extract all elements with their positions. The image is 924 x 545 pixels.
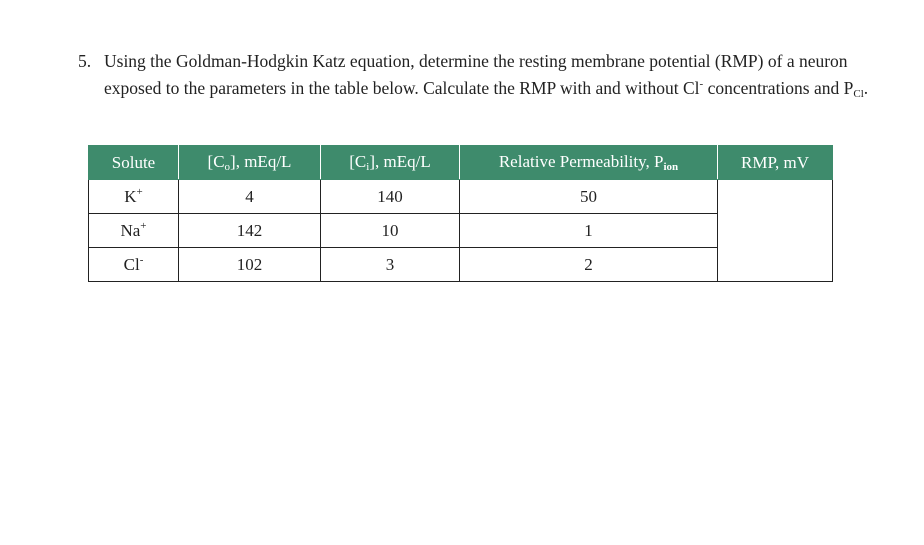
subscript: Cl: [853, 88, 864, 100]
superscript: -: [699, 78, 704, 90]
question-text-part: Using the Goldman-Hodgkin Katz equation, determine the resting membrane potential (RMP) of a neuron exposed to the parameters in the table below. Calculate the RMP with and without Cl: [104, 51, 848, 98]
table-row: [89, 180, 833, 214]
co-cell: 142: [179, 214, 321, 248]
solute-cell: K+: [89, 180, 179, 214]
parameters-table: [88, 145, 833, 282]
header-ci: $[C_i]$, mEq/L: [321, 146, 460, 180]
co-cell: 4: [179, 180, 321, 214]
header-permeability: Relative Permeability, $P_{ion}$: [460, 146, 718, 180]
table-header-row: [89, 146, 833, 180]
rmp-cell: [718, 180, 833, 282]
ci-cell: 3: [321, 248, 460, 282]
header-rmp: RMP, mV: [718, 146, 833, 180]
question-text-part: .: [863, 78, 869, 98]
solute-cell: Cl-: [89, 248, 179, 282]
question-number: 5.: [78, 51, 92, 71]
permeability-cell: 2: [460, 248, 718, 282]
permeability-cell: 1: [460, 214, 718, 248]
header-solute: Solute: [89, 146, 179, 180]
ci-cell: 10: [321, 214, 460, 248]
solute-cell: Na+: [89, 214, 179, 248]
question: [78, 48, 878, 108]
question-text: [104, 48, 878, 108]
permeability-cell: 50: [460, 180, 718, 214]
ci-cell: 140: [321, 180, 460, 214]
co-cell: 102: [179, 248, 321, 282]
question-text-part: concentrations and P: [703, 78, 854, 98]
header-co: $[C_o]$, mEq/L: [179, 146, 321, 180]
